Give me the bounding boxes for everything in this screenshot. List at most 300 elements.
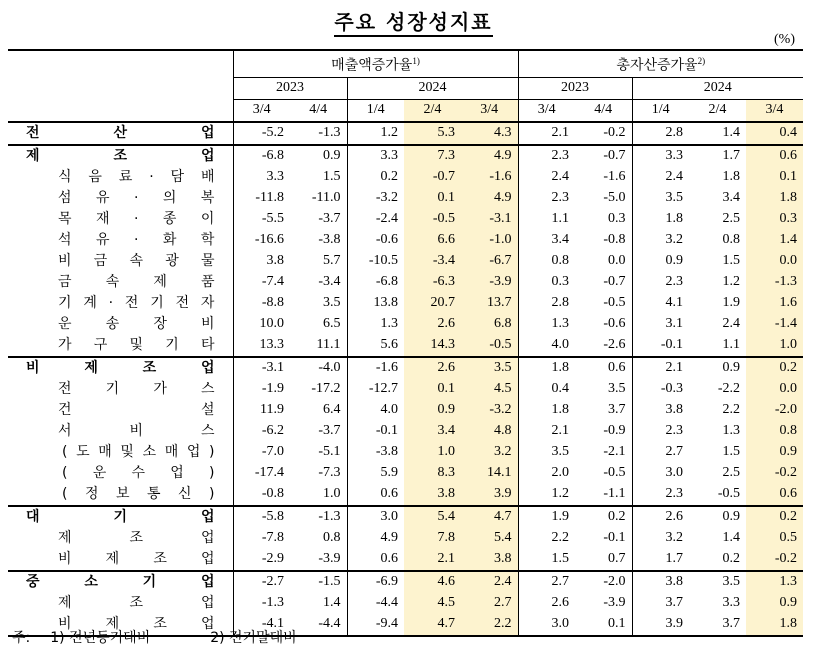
value-cell: 2.4 bbox=[722, 316, 740, 332]
row-label-text: 대 기 업 bbox=[26, 509, 215, 526]
value-cell: 2.0 bbox=[518, 463, 575, 484]
value-cell: -3.4 bbox=[318, 274, 341, 290]
row-label bbox=[8, 506, 233, 528]
table-row bbox=[8, 167, 803, 188]
value-cell: -4.0 bbox=[290, 357, 347, 379]
value-cell: 1.2 bbox=[722, 274, 740, 290]
value-cell: -0.7 bbox=[603, 274, 626, 290]
value-cell: 1.7 bbox=[632, 549, 689, 571]
value-cell: 3.2 bbox=[632, 528, 689, 549]
value-cell: 3.5 bbox=[518, 442, 575, 463]
value-cell: 7.3 bbox=[404, 145, 461, 167]
row-label bbox=[8, 571, 233, 593]
header-quarter-cell: 2/4 bbox=[689, 99, 746, 122]
value-cell: -1.0 bbox=[461, 230, 518, 251]
header-year-2023-assets: 2023 bbox=[518, 77, 632, 99]
value-cell: -3.7 bbox=[318, 211, 341, 227]
value-cell: 3.8 bbox=[632, 571, 689, 593]
row-label bbox=[8, 272, 233, 293]
value-cell: -4.4 bbox=[290, 614, 347, 636]
value-cell: 3.3 bbox=[347, 145, 404, 167]
value-cell: -0.5 bbox=[603, 465, 626, 481]
value-cell: 1.3 bbox=[347, 314, 404, 335]
value-cell: 4.5 bbox=[404, 593, 461, 614]
row-label-text: 금 속 제 품 bbox=[58, 274, 215, 291]
value-cell: 7.8 bbox=[404, 528, 461, 549]
value-cell: -3.4 bbox=[404, 251, 461, 272]
value-cell: 0.1 bbox=[575, 614, 632, 636]
value-cell: 4.7 bbox=[461, 506, 518, 528]
value-cell: 5.4 bbox=[404, 506, 461, 528]
value-cell: 2.5 bbox=[722, 211, 740, 227]
value-cell: 2.1 bbox=[404, 549, 461, 571]
row-label-text: 기 계 · 전 기 전 자 bbox=[58, 295, 215, 312]
value-cell: 0.9 bbox=[404, 400, 461, 421]
value-cell: -5.0 bbox=[603, 190, 626, 206]
value-cell: -5.1 bbox=[318, 444, 341, 460]
value-cell: 0.0 bbox=[746, 251, 803, 272]
row-label-text: 전 기 가 스 bbox=[58, 381, 215, 398]
value-cell: 3.0 bbox=[632, 463, 689, 484]
header-quarter-cell: 3/4 bbox=[518, 99, 575, 122]
value-cell: -7.8 bbox=[233, 528, 290, 549]
value-cell: 0.6 bbox=[347, 549, 404, 571]
value-cell: -3.1 bbox=[461, 209, 518, 230]
value-cell: -0.9 bbox=[603, 423, 626, 439]
table-row bbox=[8, 293, 803, 314]
value-cell: 6.8 bbox=[461, 314, 518, 335]
value-cell: -5.8 bbox=[233, 506, 290, 528]
value-cell: 3.8 bbox=[461, 549, 518, 571]
row-label bbox=[8, 421, 233, 442]
value-cell: 3.5 bbox=[323, 295, 341, 311]
row-label bbox=[8, 593, 233, 614]
row-label bbox=[8, 400, 233, 421]
row-label bbox=[8, 293, 233, 314]
table-row bbox=[8, 593, 803, 614]
value-cell: -1.6 bbox=[461, 167, 518, 188]
header-year-2024-assets: 2024 bbox=[632, 77, 803, 99]
value-cell: -6.8 bbox=[347, 272, 404, 293]
value-cell: -0.3 bbox=[632, 379, 689, 400]
value-cell: 0.2 bbox=[722, 551, 740, 567]
row-label-text: 전 산 업 bbox=[26, 125, 215, 142]
header-quarter-cell: 4/4 bbox=[575, 99, 632, 122]
value-cell: 4.9 bbox=[461, 188, 518, 209]
value-cell: 2.2 bbox=[461, 614, 518, 636]
value-cell: 11.1 bbox=[316, 337, 341, 353]
row-label bbox=[8, 230, 233, 251]
row-label-text: 비 제 조 업 bbox=[58, 551, 215, 568]
header-quarter-cell: 3/4 bbox=[461, 99, 518, 122]
row-label-text: 비 제 조 업 bbox=[26, 360, 215, 377]
value-cell: -3.2 bbox=[461, 400, 518, 421]
table-row bbox=[8, 122, 803, 145]
value-cell: -0.5 bbox=[404, 209, 461, 230]
value-cell: 2.1 bbox=[518, 421, 575, 442]
value-cell: -1.1 bbox=[603, 486, 626, 502]
value-cell: -1.6 bbox=[347, 357, 404, 379]
value-cell: 20.7 bbox=[404, 293, 461, 314]
row-label-text: 건 설 bbox=[58, 402, 215, 419]
value-cell: -6.8 bbox=[233, 145, 290, 167]
value-cell: 2.3 bbox=[632, 421, 689, 442]
value-cell: 3.4 bbox=[722, 190, 740, 206]
row-label bbox=[8, 167, 233, 188]
value-cell: -8.8 bbox=[233, 293, 290, 314]
value-cell: 0.9 bbox=[689, 506, 746, 528]
row-label bbox=[8, 442, 233, 463]
value-cell: 3.0 bbox=[518, 614, 575, 636]
value-cell: 2.8 bbox=[632, 122, 689, 145]
value-cell: 3.5 bbox=[461, 357, 518, 379]
value-cell: 0.3 bbox=[608, 211, 626, 227]
footnote-prefix: 주: bbox=[12, 630, 31, 646]
value-cell: 1.3 bbox=[518, 314, 575, 335]
value-cell: 0.6 bbox=[575, 357, 632, 379]
value-cell: 1.7 bbox=[689, 145, 746, 167]
value-cell: 0.1 bbox=[746, 167, 803, 188]
value-cell: 2.3 bbox=[632, 272, 689, 293]
value-cell: -1.3 bbox=[290, 122, 347, 145]
table-row bbox=[8, 272, 803, 293]
value-cell: -17.2 bbox=[311, 381, 341, 397]
row-label-text: 목 재 · 종 이 bbox=[58, 211, 215, 228]
value-cell: 3.2 bbox=[632, 230, 689, 251]
value-cell: -7.0 bbox=[233, 442, 290, 463]
value-cell: -12.7 bbox=[347, 379, 404, 400]
row-label-text: ( 도 매 및 소 매 업 ) bbox=[62, 444, 215, 461]
value-cell: 10.0 bbox=[233, 314, 290, 335]
value-cell: -0.2 bbox=[746, 463, 803, 484]
value-cell: 0.3 bbox=[518, 272, 575, 293]
growth-indicator-table bbox=[8, 49, 803, 637]
value-cell: 3.5 bbox=[632, 188, 689, 209]
value-cell: -6.9 bbox=[347, 571, 404, 593]
table-row bbox=[8, 188, 803, 209]
value-cell: -0.1 bbox=[632, 335, 689, 357]
value-cell: 4.0 bbox=[518, 335, 575, 357]
value-cell: -0.6 bbox=[347, 230, 404, 251]
value-cell: -1.4 bbox=[746, 314, 803, 335]
value-cell: 0.9 bbox=[290, 145, 347, 167]
value-cell: 1.9 bbox=[518, 506, 575, 528]
value-cell: -11.8 bbox=[233, 188, 290, 209]
value-cell: 4.0 bbox=[347, 400, 404, 421]
table-row bbox=[8, 230, 803, 251]
value-cell: 3.5 bbox=[608, 381, 626, 397]
row-label bbox=[8, 145, 233, 167]
value-cell: 4.1 bbox=[632, 293, 689, 314]
value-cell: 0.8 bbox=[518, 251, 575, 272]
row-label-text: 비 금 속 광 물 bbox=[58, 253, 215, 270]
value-cell: 0.6 bbox=[347, 484, 404, 506]
value-cell: 2.6 bbox=[518, 593, 575, 614]
value-cell: 1.8 bbox=[746, 614, 803, 636]
value-cell: 6.4 bbox=[323, 402, 341, 418]
header-row-group bbox=[8, 50, 803, 77]
value-cell: -1.3 bbox=[290, 506, 347, 528]
value-cell: -17.4 bbox=[233, 463, 290, 484]
table-row bbox=[8, 209, 803, 230]
value-cell: -0.2 bbox=[746, 549, 803, 571]
value-cell: 11.9 bbox=[233, 400, 290, 421]
table-row bbox=[8, 400, 803, 421]
value-cell: 5.7 bbox=[323, 253, 341, 269]
value-cell: -2.4 bbox=[347, 209, 404, 230]
value-cell: 2.3 bbox=[518, 188, 575, 209]
row-label-text: ( 정 보 통 신 ) bbox=[62, 486, 215, 503]
row-label-text: 식 음 료 · 담 배 bbox=[58, 169, 215, 186]
header-quarter-cell: 4/4 bbox=[290, 99, 347, 122]
value-cell: -0.1 bbox=[603, 530, 626, 546]
value-cell: 13.3 bbox=[233, 335, 290, 357]
value-cell: 1.3 bbox=[722, 423, 740, 439]
value-cell: 3.8 bbox=[404, 484, 461, 506]
value-cell: 0.8 bbox=[323, 530, 341, 546]
row-label-text: ( 운 수 업 ) bbox=[62, 465, 215, 482]
value-cell: -6.2 bbox=[233, 421, 290, 442]
row-label bbox=[8, 122, 233, 145]
value-cell: 0.2 bbox=[746, 506, 803, 528]
value-cell: -4.1 bbox=[233, 614, 290, 636]
row-label-text: 서 비 스 bbox=[58, 423, 215, 440]
value-cell: 0.9 bbox=[689, 357, 746, 379]
value-cell: 5.3 bbox=[404, 122, 461, 145]
value-cell: -2.0 bbox=[746, 400, 803, 421]
value-cell: 3.5 bbox=[689, 571, 746, 593]
value-cell: -0.2 bbox=[575, 122, 632, 145]
value-cell: 2.6 bbox=[632, 506, 689, 528]
value-cell: 0.2 bbox=[746, 357, 803, 379]
row-label bbox=[8, 251, 233, 272]
row-label bbox=[8, 549, 233, 571]
value-cell: 8.3 bbox=[404, 463, 461, 484]
row-label-text: 비 제 조 업 bbox=[58, 616, 215, 633]
value-cell: 4.3 bbox=[461, 122, 518, 145]
value-cell: 2.7 bbox=[632, 442, 689, 463]
value-cell: 14.1 bbox=[461, 463, 518, 484]
value-cell: 0.9 bbox=[632, 251, 689, 272]
row-label bbox=[8, 357, 233, 379]
value-cell: 2.4 bbox=[632, 167, 689, 188]
value-cell: 0.0 bbox=[608, 253, 626, 269]
row-label bbox=[8, 335, 233, 357]
value-cell: 2.3 bbox=[632, 484, 689, 506]
footnote-2: 2) 전기말대비 bbox=[210, 630, 297, 646]
value-cell: 3.9 bbox=[632, 614, 689, 636]
value-cell: -0.5 bbox=[603, 295, 626, 311]
value-cell: 2.6 bbox=[404, 357, 461, 379]
value-cell: 2.8 bbox=[518, 293, 575, 314]
value-cell: 2.2 bbox=[518, 528, 575, 549]
value-cell: 0.2 bbox=[347, 167, 404, 188]
value-cell: 1.4 bbox=[722, 530, 740, 546]
value-cell: 2.3 bbox=[518, 145, 575, 167]
value-cell: 0.7 bbox=[608, 551, 626, 567]
value-cell: -0.7 bbox=[575, 145, 632, 167]
table-row bbox=[8, 335, 803, 357]
row-label bbox=[8, 463, 233, 484]
value-cell: 0.8 bbox=[746, 421, 803, 442]
value-cell: 4.8 bbox=[461, 421, 518, 442]
value-cell: 1.5 bbox=[518, 549, 575, 571]
value-cell: -1.5 bbox=[290, 571, 347, 593]
value-cell: 1.5 bbox=[722, 253, 740, 269]
value-cell: 1.5 bbox=[722, 444, 740, 460]
value-cell: -5.2 bbox=[233, 122, 290, 145]
value-cell: -11.0 bbox=[311, 190, 341, 206]
value-cell: 3.3 bbox=[722, 595, 740, 611]
value-cell: 1.8 bbox=[746, 188, 803, 209]
value-cell: -3.9 bbox=[318, 551, 341, 567]
value-cell: -0.8 bbox=[603, 232, 626, 248]
table-row bbox=[8, 506, 803, 528]
header-quarter-cell: 3/4 bbox=[233, 99, 290, 122]
value-cell: -3.9 bbox=[461, 272, 518, 293]
value-cell: 2.2 bbox=[722, 402, 740, 418]
value-cell: -1.9 bbox=[233, 379, 290, 400]
header-year-2023-sales: 2023 bbox=[233, 77, 347, 99]
value-cell: -0.7 bbox=[404, 167, 461, 188]
value-cell: 3.2 bbox=[461, 442, 518, 463]
row-label bbox=[8, 188, 233, 209]
row-label-text: 제 조 업 bbox=[58, 595, 215, 612]
value-cell: -0.5 bbox=[717, 486, 740, 502]
value-cell: 3.3 bbox=[233, 167, 290, 188]
value-cell: 0.4 bbox=[518, 379, 575, 400]
value-cell: 1.0 bbox=[746, 335, 803, 357]
value-cell: -6.7 bbox=[461, 251, 518, 272]
value-cell: 1.2 bbox=[347, 122, 404, 145]
value-cell: -16.6 bbox=[233, 230, 290, 251]
value-cell: -9.4 bbox=[347, 614, 404, 636]
value-cell: 1.4 bbox=[746, 230, 803, 251]
value-cell: 1.1 bbox=[518, 209, 575, 230]
value-cell: -6.3 bbox=[404, 272, 461, 293]
row-label bbox=[8, 314, 233, 335]
value-cell: -3.7 bbox=[318, 423, 341, 439]
value-cell: 4.9 bbox=[347, 528, 404, 549]
header-asset-growth: 총자산증가율$^{2)}$ bbox=[518, 50, 803, 77]
value-cell: -0.1 bbox=[347, 421, 404, 442]
value-cell: -1.3 bbox=[233, 593, 290, 614]
value-cell: 3.8 bbox=[632, 400, 689, 421]
value-cell: 1.2 bbox=[518, 484, 575, 506]
value-cell: 0.6 bbox=[746, 145, 803, 167]
value-cell: 5.9 bbox=[347, 463, 404, 484]
value-cell: 4.7 bbox=[404, 614, 461, 636]
value-cell: 5.4 bbox=[461, 528, 518, 549]
value-cell: 1.4 bbox=[323, 595, 341, 611]
header-quarter-cell: 1/4 bbox=[632, 99, 689, 122]
table-row bbox=[8, 145, 803, 167]
value-cell: -2.2 bbox=[717, 381, 740, 397]
value-cell: 2.4 bbox=[518, 167, 575, 188]
row-label-text: 중 소 기 업 bbox=[26, 574, 215, 591]
value-cell: 0.9 bbox=[746, 593, 803, 614]
value-cell: -2.1 bbox=[603, 444, 626, 460]
row-label bbox=[8, 379, 233, 400]
value-cell: 1.8 bbox=[722, 169, 740, 185]
value-cell: -7.4 bbox=[233, 272, 290, 293]
value-cell: 4.6 bbox=[404, 571, 461, 593]
table-row bbox=[8, 484, 803, 506]
value-cell: 3.1 bbox=[632, 314, 689, 335]
value-cell: 2.6 bbox=[404, 314, 461, 335]
value-cell: -10.5 bbox=[347, 251, 404, 272]
value-cell: 0.5 bbox=[746, 528, 803, 549]
row-label bbox=[8, 484, 233, 506]
value-cell: 1.0 bbox=[323, 486, 341, 502]
value-cell: -0.6 bbox=[603, 316, 626, 332]
value-cell: -0.8 bbox=[233, 484, 290, 506]
value-cell: 3.7 bbox=[689, 614, 746, 636]
value-cell: -7.3 bbox=[318, 465, 341, 481]
value-cell: -1.3 bbox=[746, 272, 803, 293]
value-cell: 0.4 bbox=[746, 122, 803, 145]
table-row bbox=[8, 251, 803, 272]
value-cell: 0.1 bbox=[404, 188, 461, 209]
table-row bbox=[8, 571, 803, 593]
row-label bbox=[8, 528, 233, 549]
value-cell: 2.1 bbox=[632, 357, 689, 379]
value-cell: 0.8 bbox=[722, 232, 740, 248]
value-cell: -3.2 bbox=[347, 188, 404, 209]
row-label bbox=[8, 209, 233, 230]
value-cell: 4.5 bbox=[461, 379, 518, 400]
value-cell: 3.4 bbox=[404, 421, 461, 442]
value-cell: 3.7 bbox=[608, 402, 626, 418]
row-label-text: 가 구 및 기 타 bbox=[58, 337, 215, 354]
value-cell: -2.0 bbox=[575, 571, 632, 593]
value-cell: 2.4 bbox=[461, 571, 518, 593]
value-cell: 1.3 bbox=[746, 571, 803, 593]
value-cell: 6.6 bbox=[404, 230, 461, 251]
header-quarter-cell: 1/4 bbox=[347, 99, 404, 122]
value-cell: -0.5 bbox=[461, 335, 518, 357]
value-cell: 2.1 bbox=[518, 122, 575, 145]
value-cell: 14.3 bbox=[404, 335, 461, 357]
value-cell: 13.7 bbox=[461, 293, 518, 314]
value-cell: 13.8 bbox=[347, 293, 404, 314]
table-title: 주요 성장성지표 bbox=[0, 6, 827, 35]
value-cell: -3.8 bbox=[318, 232, 341, 248]
value-cell: -3.8 bbox=[347, 442, 404, 463]
value-cell: 4.9 bbox=[461, 145, 518, 167]
value-cell: 3.4 bbox=[518, 230, 575, 251]
value-cell: 1.8 bbox=[632, 209, 689, 230]
table-row bbox=[8, 421, 803, 442]
header-sales-growth: 매출액증가율$^{1)}$ bbox=[233, 50, 518, 77]
table-row bbox=[8, 379, 803, 400]
row-label-text: 제 조 업 bbox=[26, 148, 215, 165]
value-cell: -2.7 bbox=[233, 571, 290, 593]
table-row bbox=[8, 314, 803, 335]
value-cell: 1.5 bbox=[323, 169, 341, 185]
value-cell: -5.5 bbox=[233, 209, 290, 230]
value-cell: 1.1 bbox=[722, 337, 740, 353]
table-row bbox=[8, 357, 803, 379]
value-cell: -2.6 bbox=[603, 337, 626, 353]
value-cell: 1.9 bbox=[722, 295, 740, 311]
value-cell: -1.6 bbox=[603, 169, 626, 185]
row-label-text: 운 송 장 비 bbox=[58, 316, 215, 333]
value-cell: 3.3 bbox=[632, 145, 689, 167]
value-cell: 5.6 bbox=[347, 335, 404, 357]
value-cell: 1.8 bbox=[518, 357, 575, 379]
value-cell: 0.9 bbox=[746, 442, 803, 463]
